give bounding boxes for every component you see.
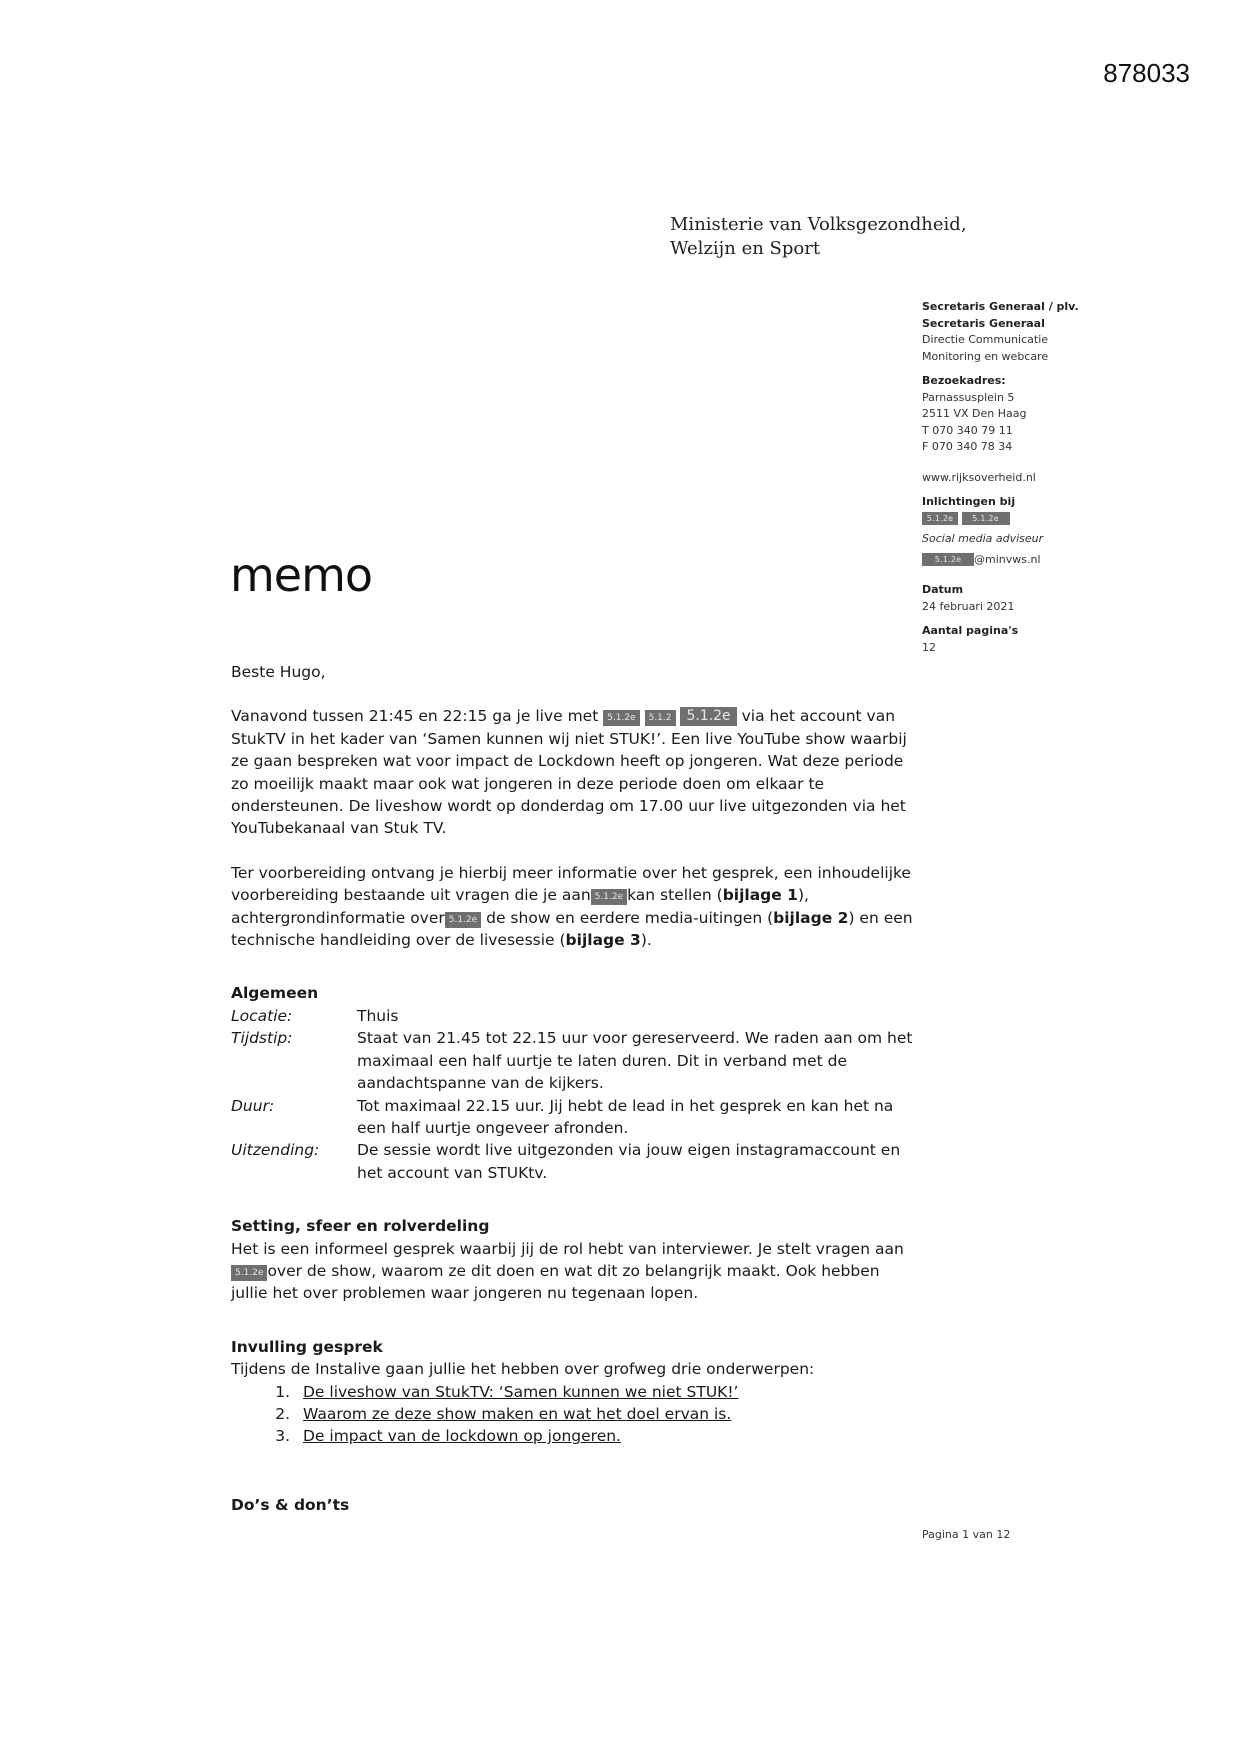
visit-address-label: Bezoekadres: (922, 374, 1006, 387)
section-heading-general: Algemeen (231, 984, 319, 1003)
list-item: 2. Waarom ze deze show maken en wat het doel ervan is. (295, 1403, 921, 1425)
website: www.rijksoverheid.nl (922, 470, 1036, 484)
redaction-block: 5.1.2e (680, 707, 736, 726)
table-row: Duur: Tot maximaal 22.15 uur. Jij hebt de lead in het gesprek en kan het na een half uurtje ongeveer afronden. (231, 1096, 894, 1137)
topics-list (231, 1381, 921, 1448)
redaction-block: 5.1.2e (603, 710, 639, 726)
memo-title: memo (230, 548, 373, 602)
list-item: 1. De liveshow van StukTV: ‘Samen kunnen we niet STUK!’ (295, 1381, 921, 1403)
redaction-block: 5.1.2e (445, 912, 481, 928)
table-row: Tijdstip: Staat van 21.45 tot 22.15 uur voor gereserveerd. We raden aan om het maximaal een half uurtje te laten duren. Dit in verband met de aandachtspanne van de kijkers. (231, 1029, 913, 1093)
redaction-block: 5.1.2e (231, 1265, 267, 1281)
memo-body (231, 661, 921, 1516)
page-footer: Pagina 1 van 12 (922, 1528, 1011, 1541)
org-line-2: Secretaris Generaal (922, 316, 1045, 330)
dept-line-1: Directie Communicatie (922, 333, 1049, 346)
fill-intro: Tijdens de Instalive gaan jullie het hebben over grofweg drie onderwerpen: (231, 1360, 815, 1379)
ministry-logo-text (670, 213, 967, 261)
redaction-block: 5.1.2e (922, 553, 974, 566)
date-label: Datum (922, 583, 964, 596)
phone: T 070 340 79 11 (922, 423, 1013, 437)
fax: F 070 340 78 34 (922, 440, 1013, 453)
ministry-line-2: Welzijn en Sport (670, 238, 821, 259)
dept-line-2: Monitoring en webcare (922, 349, 1049, 363)
email-suffix: @minvws.nl (974, 552, 1041, 566)
info-label: Inlichtingen bij (922, 495, 1016, 508)
paragraph-preparation: Ter voorbereiding ontvang je hierbij meer informatie over het gesprek, een inhoudelijke voorbereiding bestaande uit vragen die je aan 5.1.2e kan stellen (bijlage 1), achtergrondinformatie over 5.1.2e de show en eerdere media-uitingen (bijlage 2) en een technische handleiding over de livesessie (bijlage 3). (231, 863, 913, 950)
redaction-block: 5.1.2 (645, 710, 676, 726)
contact-names-redacted (922, 511, 1222, 528)
sender-sidebar (922, 299, 1222, 656)
list-item: 3. De impact van de lockdown op jongeren. (295, 1425, 921, 1447)
contact-email (922, 552, 1222, 569)
paragraph-intro: Vanavond tussen 21:45 en 22:15 ga je live met 5.1.2e 5.1.2 5.1.2e via het account van StukTV in het kader van ‘Samen kunnen wij niet STUK!’. Een live YouTube show waarbij ze gaan bespreken wat voor impact de Lockdown heeft op jongeren. Wat deze periode zo moeilijk maakt maar ook wat jongeren in deze periode doen om elkaar te ondersteunen. De liveshow wordt op donderdag om 17.00 uur live uitgezonden via het YouTubekanaal van Stuk TV. (231, 707, 907, 838)
redaction-block: 5.1.2e (591, 889, 627, 905)
org-line-1: Secretaris Generaal / plv. (922, 300, 1079, 313)
greeting: Beste Hugo, (231, 663, 326, 681)
document-number: 878033 (1103, 58, 1190, 88)
pages-label: Aantal pagina's (922, 624, 1019, 637)
ministry-line-1: Ministerie van Volksgezondheid, (670, 214, 967, 235)
contact-role: Social media adviseur (922, 532, 1044, 545)
pages-value: 12 (922, 640, 936, 654)
section-heading-fill: Invulling gesprek (231, 1337, 383, 1356)
table-row: Uitzending: De sessie wordt live uitgezonden via jouw eigen instagramaccount en het account van STUKtv. (231, 1141, 901, 1182)
section-heading-dos: Do’s & don’ts (231, 1495, 350, 1514)
date-value: 24 februari 2021 (922, 599, 1015, 613)
table-row: Locatie: Thuis (231, 1006, 399, 1025)
redaction-block: 5.1.2e (962, 512, 1010, 525)
redaction-block: 5.1.2e (922, 512, 958, 525)
city: 2511 VX Den Haag (922, 407, 1027, 420)
section-heading-setting: Setting, sfeer en rolverdeling (231, 1217, 490, 1236)
paragraph-setting: Het is een informeel gesprek waarbij jij de rol hebt van interviewer. Je stelt vragen aan 5.1.2e over de show, waarom ze dit doen en wat dit zo belangrijk maakt. Ook hebben jullie het over problemen waar jongeren nu tegenaan lopen. (231, 1239, 904, 1303)
street: Parnassusplein 5 (922, 390, 1015, 404)
general-info-table (231, 1005, 921, 1184)
